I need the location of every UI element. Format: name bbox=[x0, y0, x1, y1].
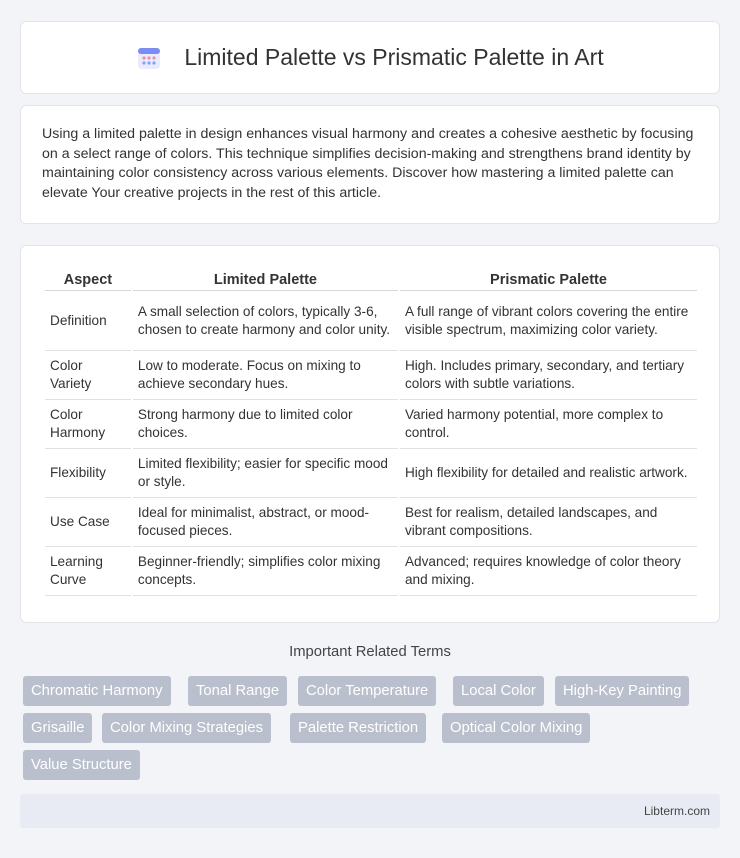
page-title: Limited Palette vs Prismatic Palette in Art bbox=[184, 44, 604, 70]
related-terms-title: Important Related Terms bbox=[289, 644, 451, 660]
table-cell-aspect: Flexibility bbox=[45, 449, 131, 498]
table-cell-aspect: Learning Curve bbox=[45, 547, 131, 596]
table-row bbox=[45, 547, 697, 596]
header-prismatic-palette: Prismatic Palette bbox=[400, 266, 697, 291]
tag-color-mixing-strategies[interactable]: Color Mixing Strategies bbox=[102, 713, 271, 743]
tag-chromatic-harmony[interactable]: Chromatic Harmony bbox=[23, 676, 171, 706]
table-cell-aspect: Color Harmony bbox=[45, 400, 131, 449]
tag-palette-restriction[interactable]: Palette Restriction bbox=[290, 713, 426, 743]
table-cell-aspect: Use Case bbox=[45, 498, 131, 547]
table-cell-limited: Ideal for minimalist, abstract, or mood-focused pieces. bbox=[133, 498, 398, 547]
tag-optical-color-mixing[interactable]: Optical Color Mixing bbox=[442, 713, 590, 743]
table-cell-aspect: Definition bbox=[45, 291, 131, 351]
table-cell-aspect: Color Variety bbox=[45, 351, 131, 400]
calendar-grid-icon bbox=[136, 45, 162, 71]
tag-tonal-range[interactable]: Tonal Range bbox=[188, 676, 287, 706]
table-cell-limited: Limited flexibility; easier for specific mood or style. bbox=[133, 449, 398, 498]
header-aspect: Aspect bbox=[45, 266, 131, 291]
tag-color-temperature[interactable]: Color Temperature bbox=[298, 676, 436, 706]
comparison-table bbox=[43, 266, 699, 596]
tag-local-color[interactable]: Local Color bbox=[453, 676, 544, 706]
footer-brand-link[interactable]: Libterm.com bbox=[643, 804, 710, 818]
header-limited-palette: Limited Palette bbox=[133, 266, 398, 291]
table-cell-limited: Low to moderate. Focus on mixing to achieve secondary hues. bbox=[133, 351, 398, 400]
table-cell-limited: A small selection of colors, typically 3-6, chosen to create harmony and color unity. bbox=[133, 291, 398, 351]
table-cell-prismatic: Best for realism, detailed landscapes, and vibrant compositions. bbox=[400, 498, 697, 547]
intro-card bbox=[20, 105, 720, 224]
table-row bbox=[45, 400, 697, 449]
tag-grisaille[interactable]: Grisaille bbox=[23, 713, 92, 743]
table-cell-prismatic: High flexibility for detailed and realistic artwork. bbox=[400, 449, 697, 498]
table-cell-prismatic: A full range of vibrant colors covering the entire visible spectrum, maximizing color variety. bbox=[400, 291, 697, 351]
table-cell-limited: Strong harmony due to limited color choices. bbox=[133, 400, 398, 449]
table-cell-prismatic: High. Includes primary, secondary, and tertiary colors with subtle variations. bbox=[400, 351, 697, 400]
table-row bbox=[45, 449, 697, 498]
footer bbox=[20, 794, 720, 828]
title-card bbox=[20, 21, 720, 94]
comparison-table-card bbox=[20, 245, 720, 623]
table-cell-prismatic: Varied harmony potential, more complex to control. bbox=[400, 400, 697, 449]
table-header-row bbox=[45, 266, 697, 291]
tag-value-structure[interactable]: Value Structure bbox=[23, 750, 140, 780]
intro-text: Using a limited palette in design enhances visual harmony and creates a cohesive aesthetic by focusing on a select range of colors. This technique simplifies decision-making and strengthens brand identity by maintaining color consistency across various elements. Discover how mastering a limited palette can elevate Your creative projects in the rest of this article. bbox=[42, 126, 694, 201]
table-cell-limited: Beginner-friendly; simplifies color mixing concepts. bbox=[133, 547, 398, 596]
table-row bbox=[45, 351, 697, 400]
table-row bbox=[45, 291, 697, 351]
table-cell-prismatic: Advanced; requires knowledge of color theory and mixing. bbox=[400, 547, 697, 596]
table-row bbox=[45, 498, 697, 547]
tag-high-key-painting[interactable]: High-Key Painting bbox=[555, 676, 689, 706]
